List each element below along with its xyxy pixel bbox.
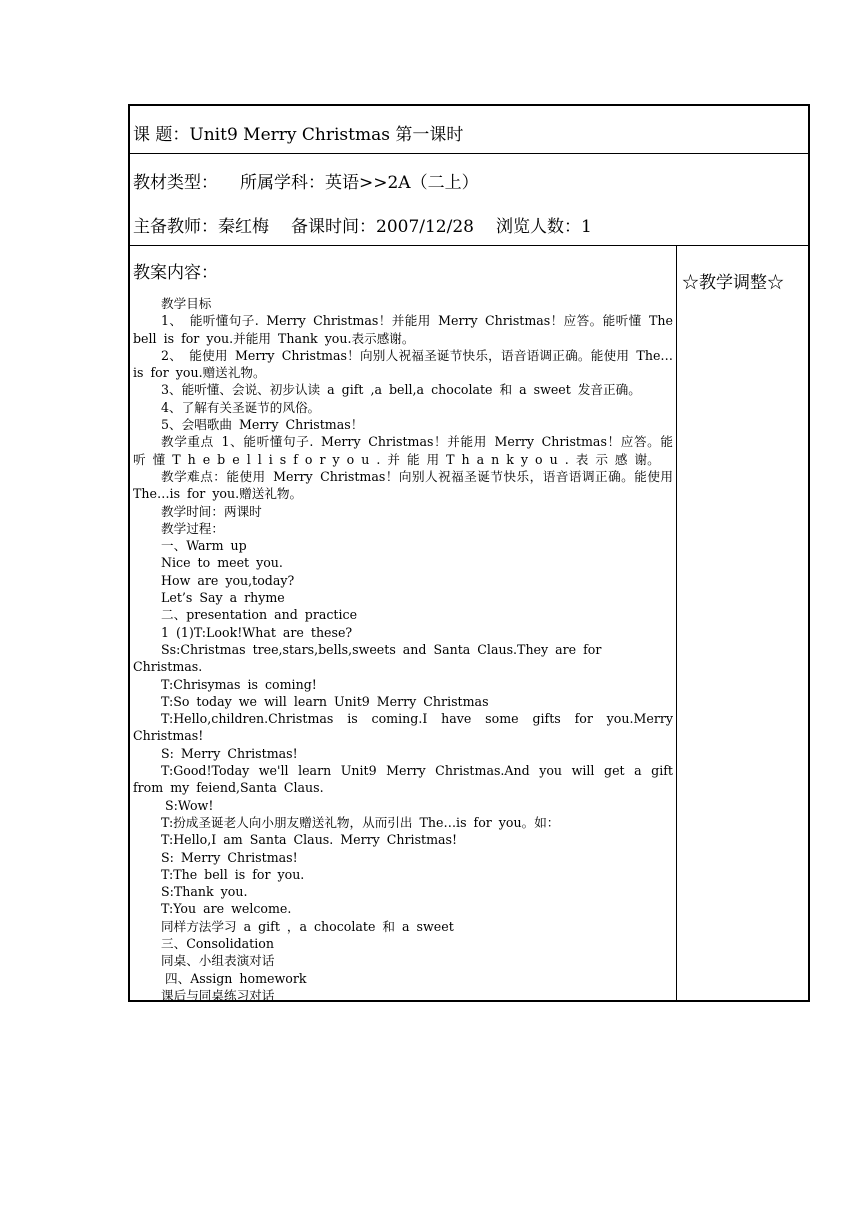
content-line: 一、Warm up (161, 538, 247, 554)
content-line: 教学目标 (161, 296, 212, 311)
content-line: 二、presentation and practice (161, 607, 358, 623)
teacher-info (133, 212, 614, 237)
content-line: Let’s Say a rhyme (161, 590, 285, 606)
content-line: S: Merry Christmas! (161, 849, 298, 865)
teaching-adjustment-heading: ☆教学调整☆ (682, 273, 784, 293)
content-line: 3、能听懂、会说、初步认读 a gift ,a bell,a chocolate 和 a sweet 发音正确。 (161, 382, 641, 398)
content-line: 教学难点：能使用 Merry Christmas！向别人祝福圣诞节快乐，语音语调正确。能使用 The…is for you.赠送礼物。 (133, 468, 673, 502)
content-line: 1 (1)T:Look!What are these? (161, 624, 353, 640)
content-line: T:扮成圣诞老人向小朋友赠送礼物，从而引出 The…is for you。如： (161, 814, 560, 830)
lesson-plan-table (128, 104, 810, 1002)
prep-time: 备课时间：2007/12/28 (291, 217, 474, 237)
content-line: T:Chrisymas is coming! (161, 676, 317, 692)
content-line: S:Thank you. (161, 884, 248, 900)
content-line: S: Merry Christmas! (161, 745, 298, 761)
content-line: 教学重点 1、能听懂句子. Merry Christmas！并能用 Merry Christmas！应答。能 听 懂 T h e b e l l i s f o r y o u . 并 能 用 T h a n k y o u . 表 示 感 谢。 (133, 434, 673, 467)
content-line: 4、了解有关圣诞节的风俗。 (161, 399, 321, 415)
content-line: 2、 能使用 Merry Christmas！向别人祝福圣诞节快乐，语音语调正确。能使用 The…is for you.赠送礼物。 (133, 347, 673, 381)
content-line: 同桌、小组表演对话 (161, 953, 275, 969)
content-heading: 教案内容： (133, 263, 218, 283)
content-line: 同样方法学习 a gift ，a chocolate 和 a sweet (161, 918, 454, 934)
material-info (133, 168, 501, 193)
content-line: 5、会唱歌曲 Merry Christmas！ (161, 417, 364, 433)
teacher: 主备教师：秦红梅 (133, 217, 269, 237)
content-line: T:So today we will learn Unit9 Merry Christmas (161, 693, 489, 709)
content-line: Nice to meet you. (161, 555, 283, 571)
content-line: T:Hello,children.Christmas is coming.I have some gifts for you.Merry Christmas! (133, 711, 673, 744)
content-line: 三、Consolidation (161, 935, 274, 951)
content-line: T:Hello,I am Santa Claus. Merry Christmas! (161, 832, 458, 848)
content-line: 课后与同桌练习对话 (161, 987, 275, 1003)
title-row (130, 106, 808, 154)
content-line: 教学过程： (161, 520, 224, 536)
content-line: 1、 能听懂句子. Merry Christmas！并能用 Merry Christmas！应答。能听懂 The bell is for you.并能用 Thank you.表示感谢。 (133, 313, 673, 346)
content-body (133, 295, 673, 1004)
lesson-content (133, 258, 673, 1004)
subject: 所属学科：英语>>2A（二上） (240, 173, 479, 193)
content-line: How are you,today? (161, 572, 295, 588)
content-line: T:You are welcome. (161, 901, 292, 917)
lesson-title: 课 题：Unit9 Merry Christmas 第一课时 (133, 125, 464, 145)
content-line: 教学时间：两课时 (161, 503, 262, 519)
content-row (130, 246, 808, 1003)
views: 浏览人数：1 (495, 217, 592, 237)
content-line: S:Wow! (165, 797, 214, 813)
column-divider (676, 246, 677, 1000)
content-line: Ss:Christmas tree,stars,bells,sweets and Santa Claus.They are for Christmas. (133, 641, 602, 675)
content-line: T:Good!Today we'll learn Unit9 Merry Christmas.And you will get a gift from my feiend,Santa Claus. (133, 763, 673, 796)
content-line: T:The bell is for you. (161, 866, 305, 882)
content-line: 四、Assign homework (165, 970, 307, 986)
info-row (130, 154, 808, 246)
material-type: 教材类型： (133, 173, 218, 193)
